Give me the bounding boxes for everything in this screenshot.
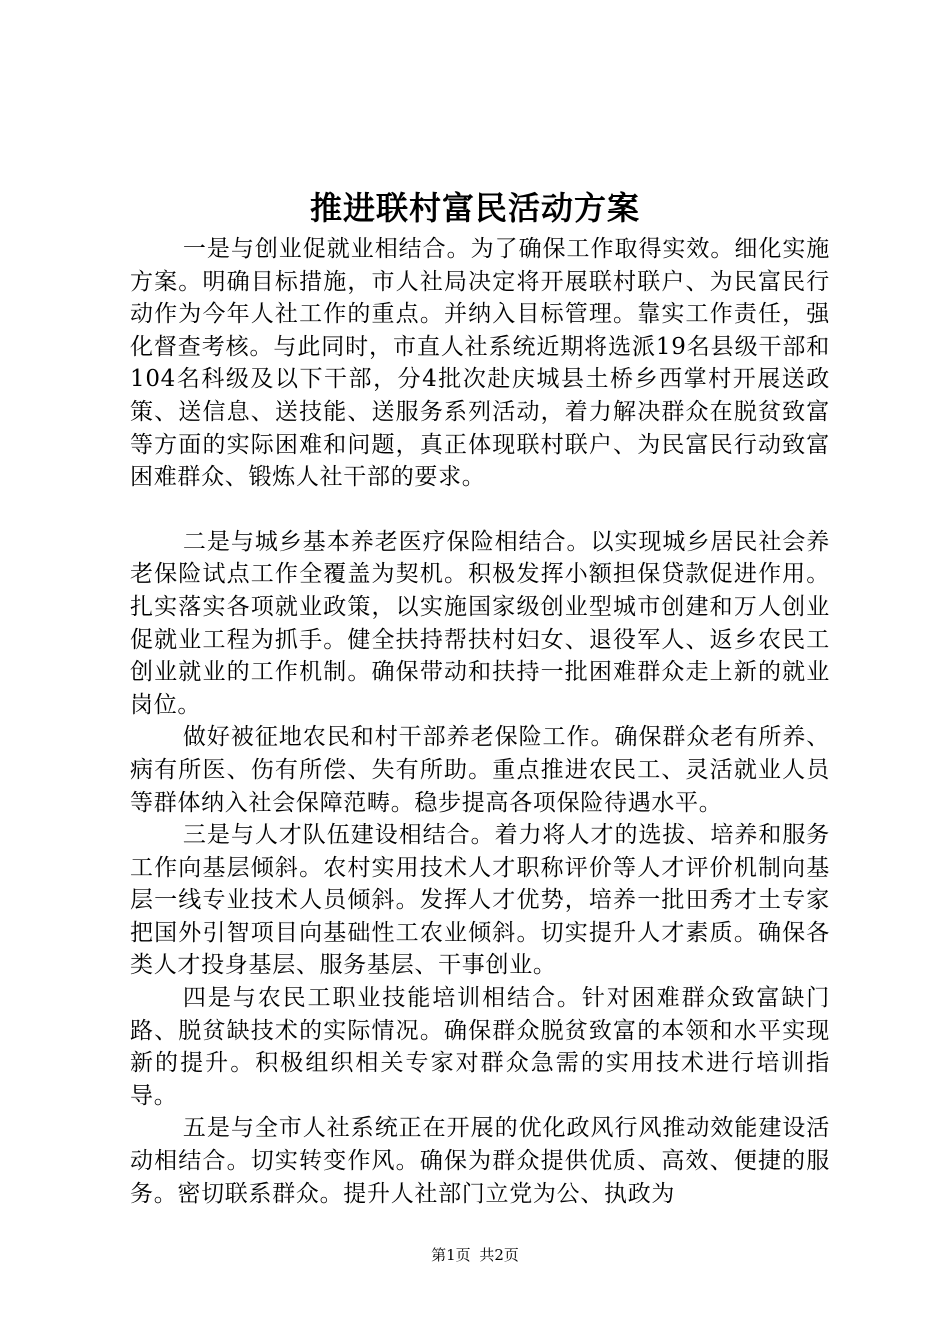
paragraph-3: 做好被征地农民和村干部养老保险工作。确保群众老有所养、病有所医、伤有所偿、失有所助。重点推进农民工、灵活就业人员等群体纳入社会保障范畴。稳步提高各项保险待遇水平。 xyxy=(130,724,830,816)
paragraph-6: 五是与全市人社系统正在开展的优化政风行风推动效能建设活动相结合。切实转变作风。确保为群众提供优质、高效、便捷的服务。密切联系群众。提升人社部门立党为公、执政为 xyxy=(130,1115,830,1207)
paragraph-4: 三是与人才队伍建设相结合。着力将人才的选拔、培养和服务工作向基层倾斜。农村实用技术人才职称评价等人才评价机制向基层一线专业技术人员倾斜。发挥人才优势，培养一批田秀才土专家把国外引智项目向基础性工农业倾斜。切实提升人才素质。确保各类人才投身基层、服务基层、干事创业。 xyxy=(130,822,830,979)
paragraph-5: 四是与农民工职业技能培训相结合。针对困难群众致富缺门路、脱贫缺技术的实际情况。确保群众脱贫致富的本领和水平实现新的提升。积极组织相关专家对群众急需的实用技术进行培训指导。 xyxy=(130,985,830,1109)
paragraph-2: 二是与城乡基本养老医疗保险相结合。以实现城乡居民社会养老保险试点工作全覆盖为契机。积极发挥小额担保贷款促进作用。扎实落实各项就业政策，以实施国家级创业型城市创建和万人创业促就业工程为抓手。健全扶持帮扶村妇女、退役军人、返乡农民工创业就业的工作机制。确保带动和扶持一批困难群众走上新的就业岗位。 xyxy=(130,528,830,718)
paragraph-1: 一是与创业促就业相结合。为了确保工作取得实效。细化实施方案。明确目标措施，市人社局决定将开展联村联户、为民富民行动作为今年人社工作的重点。并纳入目标管理。靠实工作责任，强化督查考核。与此同时，市直人社系统近期将选派19名县级干部和104名科级及以下干部，分4批次赴庆城县土桥乡西掌村开展送政策、送信息、送技能、送服务系列活动，着力解决群众在脱贫致富等方面的实际困难和问题，真正体现联村联户、为民富民行动致富困难群众、锻炼人社干部的要求。 xyxy=(130,236,830,491)
page-number-footer: 第1页 共2页 xyxy=(431,1246,519,1264)
page-title: 推进联村富民活动方案 xyxy=(309,189,640,227)
document-body xyxy=(130,233,830,1210)
